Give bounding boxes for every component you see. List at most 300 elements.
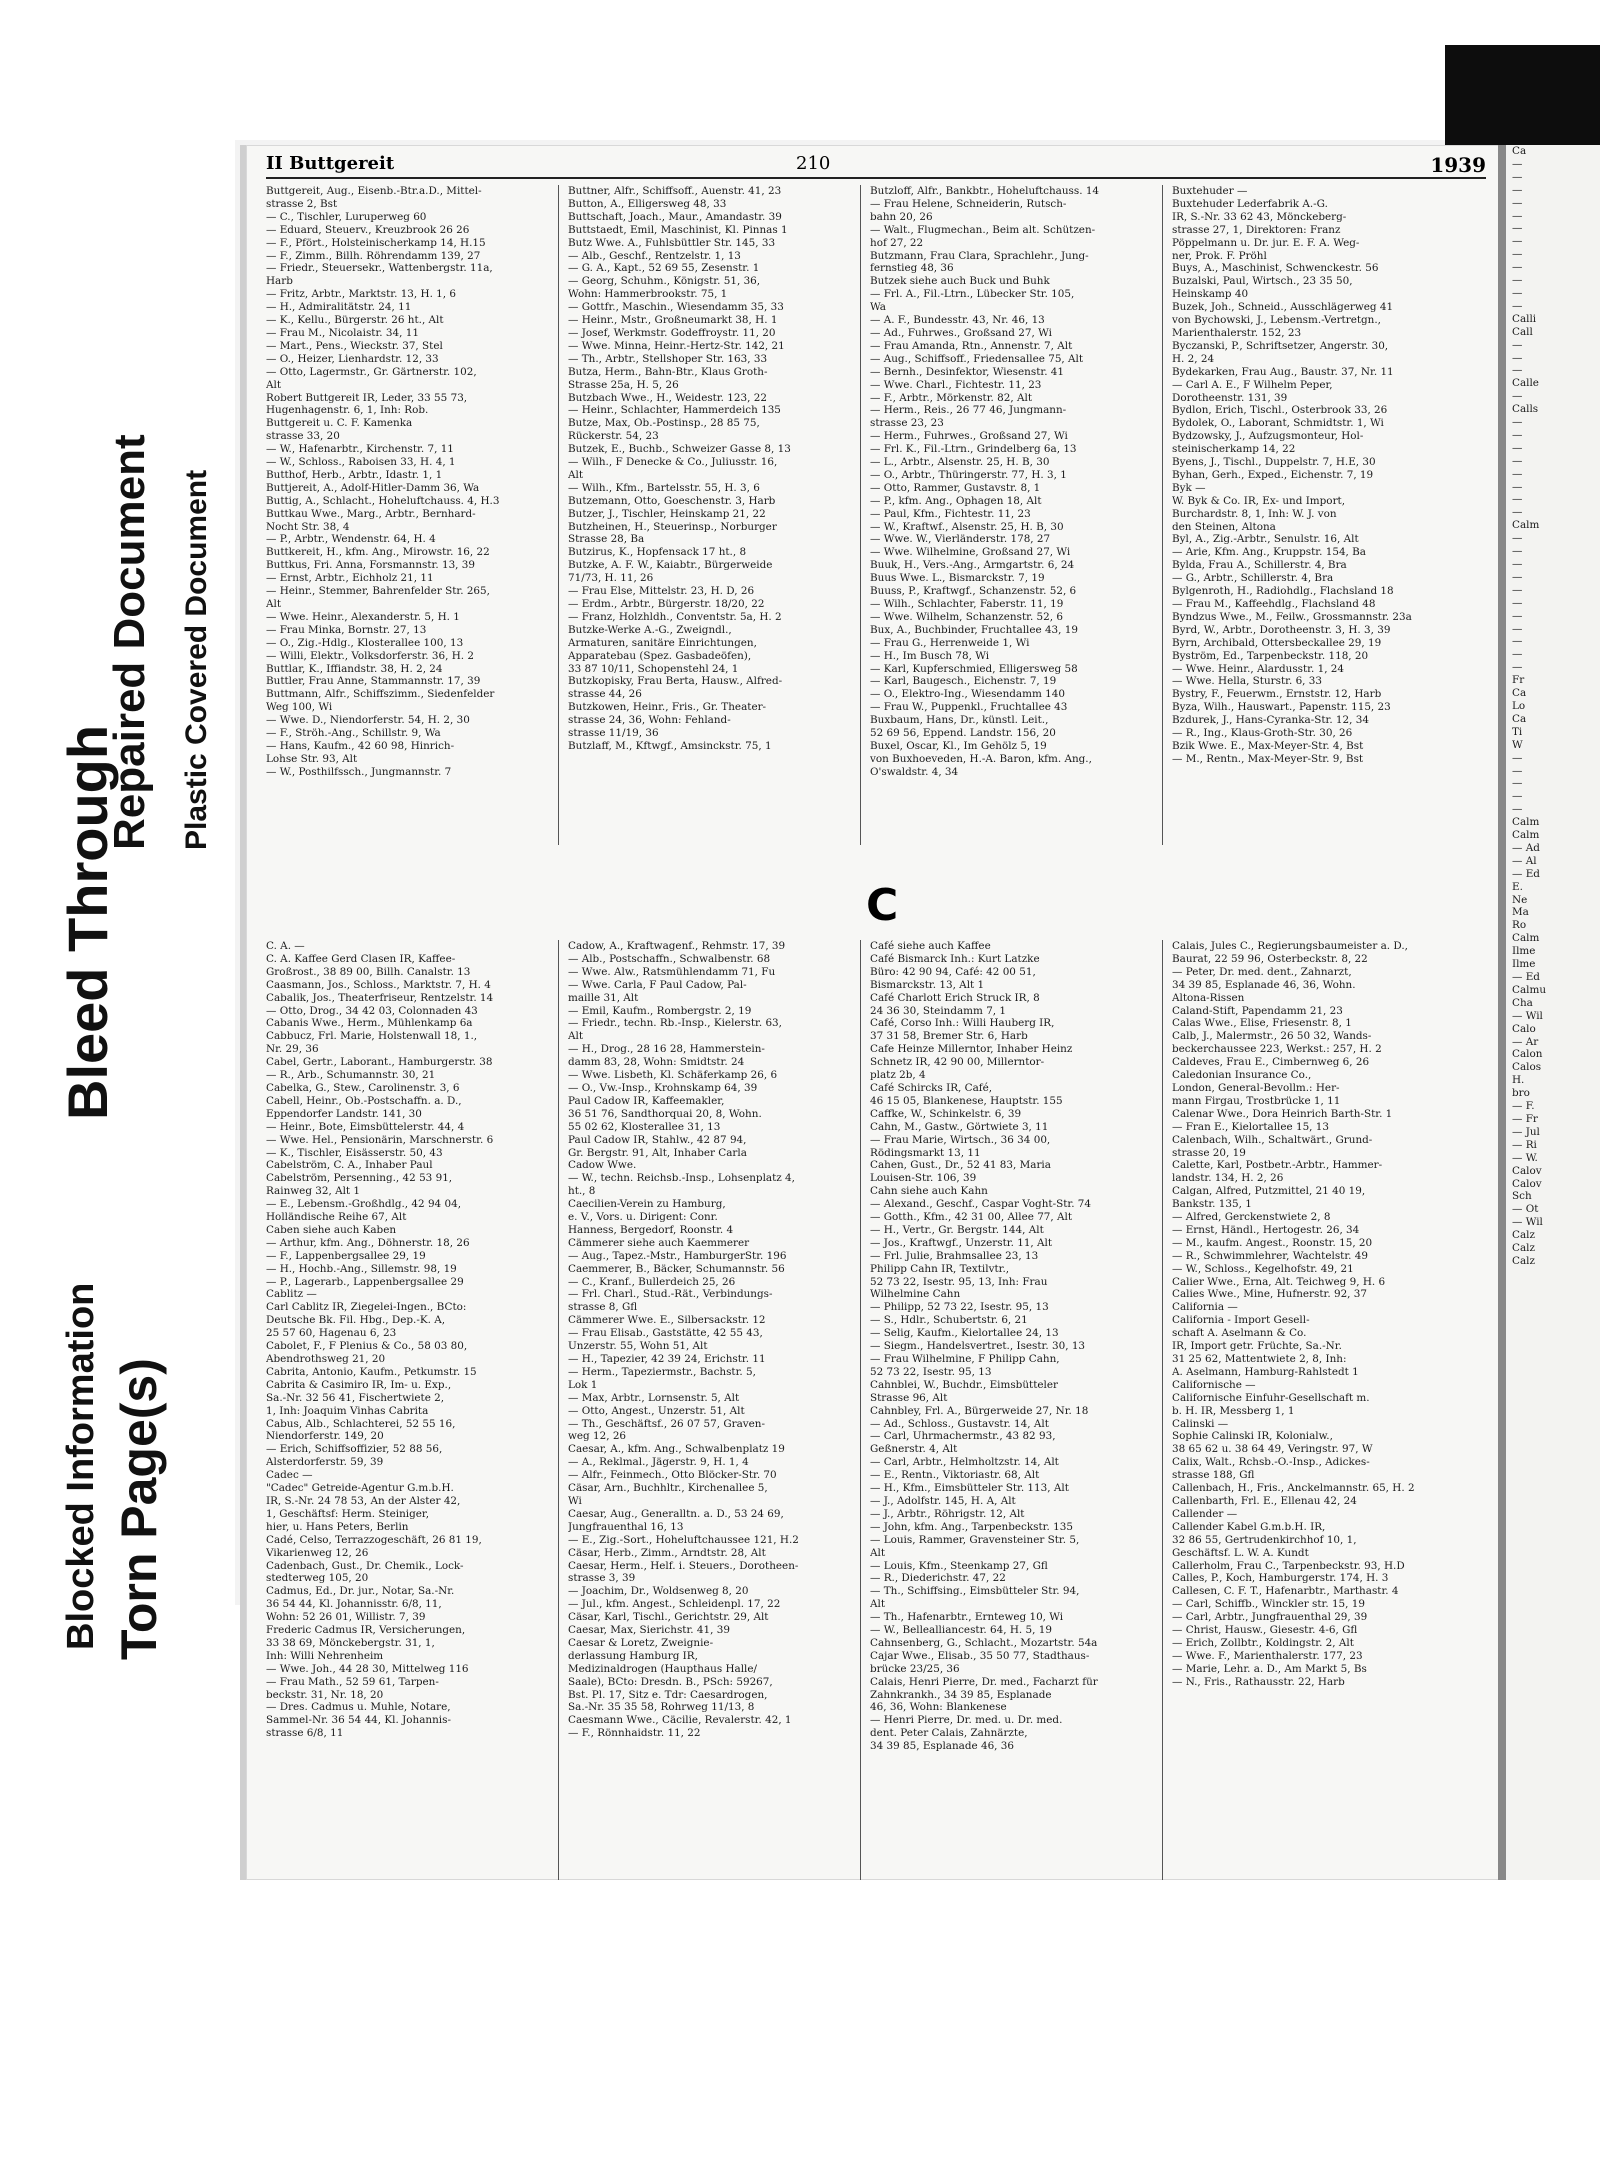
directory-entry-line: 34 39 85, Esplanade 46, 36 <box>870 1740 1015 1753</box>
directory-entry-line: — F., Pfört., Holsteinischerkamp 14, H.15 <box>266 236 486 249</box>
directory-entry-line: — Emil, Kaufm., Rombergstr. 2, 19 <box>568 1004 752 1017</box>
directory-entry-line: — Karl, Kupferschmied, Elligersweg 58 <box>870 662 1078 675</box>
facing-page-fragment: Calo <box>1512 1022 1536 1035</box>
directory-entry-line: Buxel, Oscar, Kl., Im Gehölz 5, 19 <box>870 739 1047 752</box>
directory-entry-line: Byrn, Archibald, Ottersbeckallee 29, 19 <box>1172 636 1382 649</box>
directory-entry-line: hier, u. Hans Peters, Berlin <box>266 1520 409 1533</box>
directory-entry-line: Butzer, J., Tischler, Heinskamp 21, 22 <box>568 507 766 520</box>
facing-page-fragment: — <box>1512 428 1523 441</box>
directory-entry-line: — Herm., Reis., 26 77 46, Jungmann- <box>870 404 1067 417</box>
facing-page-fragment: Sch <box>1512 1190 1532 1203</box>
facing-page-fragment: — Ar <box>1512 1035 1539 1048</box>
directory-entry-line: von Buxhoeveden, H.-A. Baron, kfm. Ang., <box>870 752 1092 765</box>
directory-entry-line: Paul Cadow IR, Kaffeemakler, <box>568 1094 725 1107</box>
facing-page-fragment: — <box>1512 480 1523 493</box>
directory-entry-line: Alt <box>568 468 584 481</box>
directory-entry-line: — Fritz, Arbtr., Marktstr. 13, H. 1, 6 <box>266 288 457 301</box>
directory-entry-line: Buxtehuder — <box>1172 185 1248 197</box>
directory-entry-line: — Paul, Kfm., Fichtestr. 11, 23 <box>870 507 1031 520</box>
directory-entry-line: Buttmann, Alfr., Schiffszimm., Siedenfelder <box>266 688 495 701</box>
directory-entry-line: Bydzowsky, J., Aufzugsmonteur, Hol- <box>1172 430 1364 443</box>
directory-entry-line: Buxtehuder Lederfabrik A.-G. <box>1172 197 1328 210</box>
torn-pages-label: Torn Page(s) <box>111 1358 167 1660</box>
directory-entry-line: Alt <box>266 598 282 610</box>
facing-page-fragment: Ma <box>1512 906 1529 919</box>
directory-entry-line: Buttkereit, H., kfm. Ang., Mirowstr. 16, 22 <box>266 546 490 559</box>
directory-entry-line: Bylgenroth, H., Radiohdlg., Flachsland 18 <box>1172 585 1394 598</box>
bottom-column-2 <box>568 940 850 1885</box>
directory-entry-line: 31 25 62, Mattentwiete 2, 8, Inh: <box>1172 1353 1347 1365</box>
directory-entry-line: Bystry, F., Feuerwm., Ernststr. 12, Harb <box>1172 688 1382 701</box>
directory-entry-line: Buttschaft, Joach., Maur., Amandastr. 39 <box>568 210 782 223</box>
directory-entry-line: — Heinr., Stemmer, Bahrenfelder Str. 265, <box>266 585 490 598</box>
directory-entry-line: — H., Admiralitätstr. 24, 11 <box>266 301 412 314</box>
facing-page-fragment: — <box>1512 441 1523 454</box>
directory-entry-line: Harb <box>266 275 293 288</box>
directory-entry-line: Butzkopisky, Frau Berta, Hausw., Alfred- <box>568 675 783 688</box>
directory-entry-line: Louisen-Str. 106, 39 <box>870 1172 977 1185</box>
directory-entry-line: b. H. IR, Messberg 1, 1 <box>1172 1404 1295 1417</box>
directory-entry-line: — F., Lappenbergsallee 29, 19 <box>266 1249 426 1262</box>
directory-entry-line: Butzke, A. F. W., Kaiabtr., Bürgerweide <box>568 559 773 572</box>
directory-entry-line: Buttgereit u. C. F. Kamenka <box>266 417 413 430</box>
facing-page-fragment: — <box>1512 274 1523 287</box>
directory-entry-line: Unzerstr. 55, Wohn 51, Alt <box>568 1340 708 1353</box>
directory-entry-line: 55 02 62, Klosterallee 31, 13 <box>568 1120 721 1133</box>
directory-entry-line: — Carl, Uhrmachermstr., 43 82 93, <box>870 1430 1056 1443</box>
directory-entry-line: Bankstr. 135, 1 <box>1172 1198 1252 1211</box>
directory-entry-line: Calles, P., Koch, Hamburgerstr. 174, H. 3 <box>1172 1572 1389 1585</box>
directory-entry-line: — P., Lagerarb., Lappenbergsallee 29 <box>266 1275 464 1288</box>
directory-entry-line: Armaturen, sanitäre Einrichtungen, <box>568 636 757 649</box>
directory-entry-line: Cabanis Wwe., Herm., Mühlenkamp 6a <box>266 1017 473 1030</box>
directory-entry-line: Byström, Ed., Tarpenbeckstr. 118, 20 <box>1172 649 1369 662</box>
directory-entry-line: — Gottfr., Maschin., Wiesendamm 35, 33 <box>568 301 784 314</box>
directory-entry-line: Butza, Herm., Bahn-Btr., Klaus Groth- <box>568 365 768 378</box>
facing-page-fragment: Calov <box>1512 1177 1542 1190</box>
directory-entry-line: Butzirus, K., Hopfensack 17 ht., 8 <box>568 546 747 559</box>
directory-entry-line: Holländische Reihe 67, Alt <box>266 1211 407 1224</box>
directory-entry-line: — Wwe. Hella, Sturstr. 6, 33 <box>1172 675 1323 688</box>
running-head: II Buttgereit <box>266 153 395 174</box>
directory-entry-line: Calas Wwe., Elise, Friesenstr. 8, 1 <box>1172 1017 1352 1030</box>
facing-page-fragment: E. <box>1512 880 1523 893</box>
directory-entry-line: — Friedr., techn. Rb.-Insp., Kielerstr. 63, <box>568 1017 782 1030</box>
directory-entry-line: — F., Rönnhaidstr. 11, 22 <box>568 1727 701 1740</box>
directory-entry-line: Frederic Cadmus IR, Versicherungen, <box>266 1624 466 1637</box>
directory-entry-line: strasse 6/8, 11 <box>266 1727 344 1740</box>
directory-entry-line: beckerchaussee 223, Werkst.: 257, H. 2 <box>1172 1043 1382 1056</box>
directory-entry-line: — Ernst, Händl., Hertogestr. 26, 34 <box>1172 1223 1360 1236</box>
directory-entry-line: Cabrita & Casimiro IR, Im- u. Exp., <box>266 1378 452 1391</box>
directory-entry-line: Butzheinen, H., Steuerinsp., Norburger <box>568 520 777 533</box>
facing-page-fragment: — <box>1512 467 1523 480</box>
directory-entry-line: Bzdurek, J., Hans-Cyranka-Str. 12, 34 <box>1172 714 1369 727</box>
directory-entry-line: Butzbach Wwe., H., Weidestr. 123, 22 <box>568 391 767 404</box>
directory-entry-line: — Peter, Dr. med. dent., Zahnarzt, <box>1172 965 1352 978</box>
directory-entry-line: strasse 24, 36, Wohn: Fehland- <box>568 714 731 727</box>
directory-entry-line: Cablitz — <box>266 1288 317 1301</box>
directory-entry-line: Buttgereit, Aug., Eisenb.-Btr.a.D., Mittel- <box>266 185 482 197</box>
directory-entry-line: ht., 8 <box>568 1185 596 1198</box>
directory-entry-line: Alt <box>870 1546 886 1559</box>
facing-page-fragment: — Ed <box>1512 867 1540 880</box>
directory-entry-line: — E., Lebensm.-Großhdlg., 42 94 04, <box>266 1198 461 1211</box>
directory-entry-line: — Marie, Lehr. a. D., Am Markt 5, Bs <box>1172 1662 1367 1675</box>
scan-top-margin <box>235 45 1600 140</box>
facing-page-fragment: — Wil <box>1512 1009 1543 1022</box>
bottom-column-3 <box>870 940 1152 1885</box>
directory-entry-line: — H., Kfm., Eimsbütteler Str. 113, Alt <box>870 1482 1069 1495</box>
directory-entry-line: — Philipp, 52 73 22, Isestr. 95, 13 <box>870 1301 1049 1314</box>
directory-entry-line: — G., Arbtr., Schillerstr. 4, Bra <box>1172 572 1334 585</box>
directory-entry-line: Alsterdorferstr. 59, 39 <box>266 1456 384 1469</box>
directory-entry-line: strasse 8, Gfl <box>568 1301 638 1314</box>
directory-entry-line: derlassung Hamburg IR, <box>568 1649 698 1662</box>
directory-entry-line: — R., Arb., Schumannstr. 30, 21 <box>266 1069 436 1082</box>
page-header <box>266 153 1486 179</box>
facing-page-fragment: Cha <box>1512 996 1533 1009</box>
directory-entry-line: — Jos., Kraftwgf., Unzerstr. 11, Alt <box>870 1236 1053 1249</box>
directory-entry-line: strasse 33, 20 <box>266 430 340 443</box>
facing-page-fragment: — <box>1512 777 1523 790</box>
directory-entry-line: Weg 100, Wi <box>266 701 333 714</box>
directory-entry-line: Calier Wwe., Erna, Alt. Teichweg 9, H. 6 <box>1172 1275 1386 1288</box>
directory-entry-line: — Louis, Kfm., Steenkamp 27, Gfl <box>870 1559 1048 1572</box>
directory-entry-line: Caben siehe auch Kaben <box>266 1223 397 1236</box>
directory-entry-line: Niendorferstr. 149, 20 <box>266 1430 384 1443</box>
facing-page-fragment: Calz <box>1512 1242 1535 1255</box>
directory-entry-line: Bylda, Frau A., Schillerstr. 4, Bra <box>1172 559 1347 572</box>
facing-page-fragment: — <box>1512 583 1523 596</box>
directory-entry-line: Café siehe auch Kaffee <box>870 940 991 952</box>
directory-entry-line: hof 27, 22 <box>870 236 924 249</box>
book-gutter <box>1498 145 1506 1880</box>
directory-entry-line: — Heinr., Schlachter, Hammerdeich 135 <box>568 404 781 417</box>
directory-entry-line: Hugenhagenstr. 6, 1, Inh: Rob. <box>266 404 429 417</box>
facing-page-fragment: Ca <box>1512 145 1527 157</box>
facing-page-fragment: — <box>1512 570 1523 583</box>
directory-entry-line: Cabbucz, Frl. Marie, Holstenwall 18, 1., <box>266 1030 478 1043</box>
directory-entry-line: — Erich, Schiffsoffizier, 52 88 56, <box>266 1443 443 1456</box>
directory-entry-line: Abendrothsweg 21, 20 <box>266 1353 386 1365</box>
directory-entry-line: — F., Ströh.-Ang., Schillstr. 9, Wa <box>266 727 441 740</box>
directory-entry-line: Butze, Max, Ob.-Postinsp., 28 85 75, <box>568 417 760 430</box>
directory-entry-line: Calinski — <box>1172 1417 1229 1430</box>
directory-entry-line: — Willi, Elektr., Volksdorferstr. 36, H. 2 <box>266 649 474 662</box>
directory-entry-line: 36 54 44, Kl. Johannisstr. 6/8, 11, <box>266 1598 442 1611</box>
directory-entry-line: — P., Arbtr., Wendenstr. 64, H. 4 <box>266 533 436 546</box>
directory-entry-line: Caesar, A., kfm. Ang., Schwalbenplatz 19 <box>568 1443 785 1456</box>
facing-page-fragment: Calle <box>1512 377 1539 390</box>
directory-entry-line: — Wilh., F Denecke & Co., Juliusstr. 16, <box>568 456 778 469</box>
facing-page-fragment: — F. <box>1512 1100 1535 1113</box>
facing-page-fragment: — <box>1512 261 1523 274</box>
facing-page-fragment: Ti <box>1512 725 1523 738</box>
directory-entry-line: Byrd, W., Arbtr., Dorotheenstr. 3, H. 3, 39 <box>1172 623 1391 636</box>
directory-entry-line: — Wwe. Lisbeth, Kl. Schäferkamp 26, 6 <box>568 1069 778 1082</box>
directory-entry-line: — E., Rentn., Viktoriastr. 68, Alt <box>870 1469 1040 1482</box>
directory-entry-line: — Siegm., Handelsvertret., Isestr. 30, 13 <box>870 1340 1086 1353</box>
directory-entry-line: — Frau Amanda, Rtn., Annenstr. 7, Alt <box>870 339 1073 352</box>
directory-entry-line: — Wwe. Joh., 44 28 30, Mittelweg 116 <box>266 1662 469 1675</box>
directory-entry-line: — Friedr., Steuersekr., Wattenbergstr. 11a, <box>266 262 493 275</box>
directory-entry-line: Sa.-Nr. 35 35 58, Rohrweg 11/13, 8 <box>568 1701 755 1714</box>
directory-entry-line: Inh: Willi Nehrenheim <box>266 1649 384 1662</box>
directory-entry-line: Caesar, Max, Sierichstr. 41, 39 <box>568 1624 730 1637</box>
directory-entry-line: — Eduard, Steuerv., Kreuzbrook 26 26 <box>266 223 470 236</box>
directory-entry-line: Lok 1 <box>568 1378 598 1391</box>
facing-page-fragment: — Ot <box>1512 1203 1539 1216</box>
directory-entry-line: Philipp Cahn IR, Textilvtr., <box>870 1262 1010 1275</box>
directory-entry-line: — Josef, Werkmstr. Godeffroystr. 11, 20 <box>568 326 776 339</box>
facing-page-fragment: Calm <box>1512 816 1540 829</box>
directory-entry-line: Buttig, A., Schlacht., Hoheluftchauss. 4, H.3 <box>266 494 500 507</box>
directory-entry-line: — R., Diederichstr. 47, 22 <box>870 1572 1006 1585</box>
directory-entry-line: Byndzus Wwe., M., Feilw., Grossmannstr. 23a <box>1172 610 1412 623</box>
directory-entry-line: — Th., Geschäftsf., 26 07 57, Graven- <box>568 1417 766 1430</box>
directory-entry-line: — E., Zig.-Sort., Hoheluftchaussee 121, H.2 <box>568 1533 799 1546</box>
facing-page-fragment: — <box>1512 790 1523 803</box>
facing-page-fragment: — <box>1512 286 1523 299</box>
directory-entry-line: Buttner, Alfr., Schiffsoff., Auenstr. 41, 23 <box>568 185 782 197</box>
directory-entry-line: W. Byk & Co. IR, Ex- und Import, <box>1172 494 1346 507</box>
directory-entry-line: IR, S.-Nr. 33 62 43, Mönckeberg- <box>1172 210 1347 223</box>
facing-page-fragment: — <box>1512 235 1523 248</box>
directory-entry-line: Pöppelmann u. Dr. jur. E. F. A. Weg- <box>1172 236 1360 249</box>
directory-entry-line: Medizinaldrogen (Haupthaus Halle/ <box>568 1662 758 1675</box>
directory-entry-line: California - Import Gesell- <box>1172 1314 1310 1327</box>
column-rule <box>860 940 861 1880</box>
directory-entry-line: Callesen, C. F. T., Hafenarbtr., Marthastr. 4 <box>1172 1585 1399 1598</box>
directory-entry-line: 46 15 05, Blankenese, Hauptstr. 155 <box>870 1094 1063 1107</box>
directory-entry-line: — Frau G., Herrenweide 1, Wi <box>870 636 1030 649</box>
directory-entry-line: "Cadec" Getreide-Agentur G.m.b.H. <box>266 1482 454 1495</box>
directory-entry-line: — Bernh., Desinfektor, Wiesenstr. 41 <box>870 365 1065 378</box>
directory-entry-line: Altona-Rissen <box>1172 991 1245 1004</box>
directory-entry-line: — Max, Arbtr., Lornsenstr. 5, Alt <box>568 1391 740 1404</box>
directory-entry-line: Eppendorfer Landstr. 141, 30 <box>266 1107 422 1120</box>
directory-entry-line: strasse 44, 26 <box>568 688 642 701</box>
directory-entry-line: O'swaldstr. 4, 34 <box>870 765 959 778</box>
facing-page-fragment: — <box>1512 661 1523 674</box>
directory-entry-line: steinischerkamp 14, 22 <box>1172 443 1296 456</box>
bleed-through-label: Bleed Through <box>56 724 119 1120</box>
directory-entry-line: strasse 27, 1, Direktoren: Franz <box>1172 223 1341 236</box>
facing-page-fragment: — Ed <box>1512 971 1540 983</box>
plastic-covered-document-label: Plastic Covered Document <box>180 469 213 850</box>
directory-entry-line: — Dres. Cadmus u. Muhle, Notare, <box>266 1701 451 1714</box>
directory-entry-line: — Wwe. Charl., Fichtestr. 11, 23 <box>870 378 1042 391</box>
facing-page-fragment: — Fr <box>1512 1112 1538 1125</box>
condition-labels <box>56 170 260 1660</box>
directory-entry-line: — Wilh., Kfm., Bartelsstr. 55, H. 3, 6 <box>568 481 760 494</box>
directory-entry-line: Bismarckstr. 13, Alt 1 <box>870 978 985 991</box>
facing-page-fragment: — <box>1512 764 1523 777</box>
facing-page-fragment: — <box>1512 183 1523 196</box>
directory-entry-line: Wa <box>870 301 886 314</box>
directory-entry-line: Cabelström, C. A., Inhaber Paul <box>266 1159 433 1172</box>
directory-entry-line: 1, Inh: Joaquim Vinhas Cabrita <box>266 1404 429 1417</box>
directory-entry-line: — M., Rentn., Max-Meyer-Str. 9, Bst <box>1172 752 1364 765</box>
directory-entry-line: Wohn: Hammerbrookstr. 75, 1 <box>568 288 728 301</box>
directory-entry-line: — Arthur, kfm. Ang., Döhnerstr. 18, 26 <box>266 1236 470 1249</box>
directory-entry-line: — Franz, Holzhldh., Conventstr. 5a, H. 2 <box>568 610 782 623</box>
directory-entry-line: Calies Wwe., Mine, Hufnerstr. 92, 37 <box>1172 1288 1368 1301</box>
directory-entry-line: — Henri Pierre, Dr. med. u. Dr. med. <box>870 1714 1063 1727</box>
directory-entry-line: Bydolek, O., Laborant, Schmidtstr. 1, Wi <box>1172 417 1384 430</box>
directory-entry-line: Caesar & Loretz, Zweignie- <box>568 1636 714 1649</box>
directory-entry-line: — W., Schloss., Raboisen 33, H. 4, 1 <box>266 456 456 469</box>
blocked-information-label: Blocked Information <box>60 1282 102 1650</box>
facing-page-fragment: — <box>1512 609 1523 622</box>
column-rule <box>860 185 861 845</box>
directory-entry-line: Calgan, Alfred, Putzmittel, 21 40 19, <box>1172 1185 1366 1198</box>
directory-entry-line: Alt <box>266 378 282 391</box>
directory-entry-line: — Ad., Schloss., Gustavstr. 14, Alt <box>870 1417 1049 1430</box>
directory-entry-line: Byens, J., Tischl., Duppelstr. 7, H.E, 30 <box>1172 456 1376 469</box>
directory-entry-line: — K., Kellu., Bürgerstr. 26 ht., Alt <box>266 314 444 327</box>
directory-entry-line: H. 2, 24 <box>1172 352 1215 365</box>
column-rule <box>558 185 559 845</box>
directory-entry-line: Sammel-Nr. 36 54 44, Kl. Johannis- <box>266 1714 451 1727</box>
facing-page-fragment: Calov <box>1512 1164 1542 1177</box>
directory-entry-line: A. Aselmann, Hamburg-Rahlstedt 1 <box>1172 1365 1359 1378</box>
facing-page-fragment: — <box>1512 506 1523 519</box>
directory-entry-line: 33 38 69, Mönckebergstr. 31, 1, <box>266 1636 435 1649</box>
facing-page-fragment: Ca <box>1512 712 1527 725</box>
directory-entry-line: Byl, A., Zig.-Arbtr., Senulstr. 16, Alt <box>1172 533 1359 546</box>
directory-entry-line: — Wwe. F., Marienthalerstr. 177, 23 <box>1172 1649 1363 1662</box>
directory-entry-line: — Karl, Baugesch., Eichenstr. 7, 19 <box>870 675 1057 688</box>
directory-entry-line: 71/73, H. 11, 26 <box>568 572 654 585</box>
directory-entry-line: Geßnerstr. 4, Alt <box>870 1443 958 1456</box>
directory-entry-line: Schnetz IR, 42 90 00, Millerntor- <box>870 1056 1045 1069</box>
directory-entry-line: — Frl. K., Fil.-Ltrn., Grindelberg 6a, 13 <box>870 443 1077 456</box>
directory-entry-line: — W., Posthilfssch., Jungmannstr. 7 <box>266 765 452 778</box>
top-column-3 <box>870 185 1152 845</box>
directory-entry-line: Buttjereit, A., Adolf-Hitler-Damm 36, Wa <box>266 481 480 494</box>
directory-entry-line: strasse 2, Bst <box>266 197 338 210</box>
directory-entry-line: — F., Arbtr., Mörkenstr. 82, Alt <box>870 391 1032 404</box>
directory-entry-line: — Frau M., Kaffeehdlg., Flachsland 48 <box>1172 598 1376 610</box>
directory-entry-line: 46, 36, Wohn: Blankenese <box>870 1701 1007 1714</box>
facing-page-fragment: — <box>1512 170 1523 183</box>
directory-entry-line: 37 31 58, Bremer Str. 6, Harb <box>870 1030 1028 1043</box>
directory-entry-line: — H., Hochb.-Ang., Sillemstr. 98, 19 <box>266 1262 457 1275</box>
directory-entry-line: Caesar, Herm., Helf. i. Steuers., Dorotheen- <box>568 1559 799 1572</box>
directory-entry-line: Cahen, Gust., Dr., 52 41 83, Maria <box>870 1159 1051 1172</box>
directory-entry-line: maille 31, Alt <box>568 991 639 1004</box>
directory-entry-line: — Frl. Julie, Brahmsallee 23, 13 <box>870 1249 1039 1262</box>
directory-entry-line: — N., Fris., Rathausstr. 22, Harb <box>1172 1675 1345 1688</box>
directory-entry-line: — Heinr., Bote, Eimsbüttelerstr. 44, 4 <box>266 1120 465 1133</box>
directory-entry-line: — H., Im Busch 78, Wi <box>870 649 990 662</box>
facing-page-fragment: — <box>1512 209 1523 222</box>
directory-entry-line: fernstieg 48, 36 <box>870 262 954 275</box>
directory-entry-line: Cämmerer siehe auch Kaemmerer <box>568 1236 750 1249</box>
facing-page-fragment: Calz <box>1512 1254 1535 1267</box>
directory-entry-line: — R., Schwimmlehrer, Wachtelstr. 49 <box>1172 1249 1368 1262</box>
directory-entry-line: Byhan, Gerh., Exped., Eichenstr. 7, 19 <box>1172 468 1374 481</box>
directory-entry-line: Geschäftsf. L. W. A. Kundt <box>1172 1546 1309 1559</box>
facing-page-fragment: — <box>1512 635 1523 648</box>
directory-entry-line: den Steinen, Altona <box>1172 520 1276 533</box>
directory-entry-line: Jungfrauenthal 16, 13 <box>568 1520 684 1533</box>
facing-page-fragment: — <box>1512 454 1523 467</box>
directory-entry-line: — Carl, Arbtr., Jungfrauenthal 29, 39 <box>1172 1611 1368 1624</box>
directory-entry-line: 34 39 85, Esplanade 46, 36, Wohn. <box>1172 978 1356 991</box>
directory-entry-line: — Wwe. D., Niendorferstr. 54, H. 2, 30 <box>266 714 470 727</box>
directory-entry-line: — O., Arbtr., Thüringerstr. 77, H. 3, 1 <box>870 468 1067 481</box>
facing-page-fragment: — <box>1512 803 1523 816</box>
directory-entry-line: — Carl A. E., F Wilhelm Peper, <box>1172 378 1333 391</box>
directory-entry-line: Cadé, Celso, Terrazzogeschäft, 26 81 19, <box>266 1533 482 1546</box>
directory-entry-line: — W., Bellealliancestr. 64, H. 5, 19 <box>870 1624 1052 1637</box>
directory-entry-line: Butzloff, Alfr., Bankbtr., Hoheluftchauss. 14 <box>870 185 1100 197</box>
directory-entry-line: — A., Reklmal., Jägerstr. 9, H. 1, 4 <box>568 1456 749 1469</box>
directory-entry-line: Caesar, Aug., Generalltn. a. D., 53 24 69, <box>568 1507 784 1520</box>
directory-entry-line: — C., Tischler, Luruperweg 60 <box>266 210 427 223</box>
directory-entry-line: IR, Import getr. Früchte, Sa.-Nr. <box>1172 1340 1342 1353</box>
facing-page-fragment: Ro <box>1512 919 1527 932</box>
directory-entry-line: dent. Peter Calais, Zahnärzte, <box>870 1727 1028 1740</box>
directory-entry-line: — Wwe. Heinr., Alexanderstr. 5, H. 1 <box>266 610 460 623</box>
directory-entry-line: Rainweg 32, Alt 1 <box>266 1185 361 1198</box>
facing-page-fragment: Calmu <box>1512 983 1547 996</box>
directory-entry-line: — Hans, Kaufm., 42 60 98, Hinrich- <box>266 739 455 752</box>
facing-page-fragment: Calm <box>1512 829 1540 842</box>
directory-entry-line: Buzek, Joh., Schneid., Ausschlägerweg 41 <box>1172 301 1394 314</box>
directory-entry-line: e. V., Vors. u. Dirigent: Conr. <box>568 1211 718 1224</box>
facing-page-fragment: Ilme <box>1512 958 1536 971</box>
directory-entry-line: strasse 20, 19 <box>1172 1146 1246 1159</box>
directory-entry-line: 52 73 22, Isestr. 95, 13 <box>870 1365 992 1378</box>
directory-entry-line: 52 73 22, Isestr. 95, 13, Inh: Frau <box>870 1275 1048 1288</box>
year-label: 1939 <box>1430 153 1486 177</box>
directory-entry-line: — O., Vw.-Insp., Krohnskamp 64, 39 <box>568 1081 758 1094</box>
directory-entry-line: — Frau Wilhelmine, F Philipp Cahn, <box>870 1353 1060 1365</box>
directory-entry-line: Calenar Wwe., Dora Heinrich Barth-Str. 1 <box>1172 1107 1393 1120</box>
directory-entry-line: — Otto, Angest., Unzerstr. 51, Alt <box>568 1404 745 1417</box>
directory-entry-line: — Otto, Drog., 34 42 03, Colonnaden 43 <box>266 1004 478 1017</box>
directory-entry-line: Rückerstr. 54, 23 <box>568 430 659 443</box>
directory-entry-line: 33 87 10/11, Schopenstehl 24, 1 <box>568 662 739 675</box>
directory-entry-line: — Frau Math., 52 59 61, Tarpen- <box>266 1675 439 1688</box>
facing-page-fragment: — <box>1512 364 1523 377</box>
directory-entry-line: — Gotth., Kfm., 42 31 00, Allee 77, Alt <box>870 1211 1073 1224</box>
directory-entry-line: Nr. 29, 36 <box>266 1043 319 1056</box>
directory-entry-line: Butz Wwe. A., Fuhlsbüttler Str. 145, 33 <box>568 236 776 249</box>
directory-entry-line: — H., Drog., 28 16 28, Hammerstein- <box>568 1043 765 1056</box>
facing-page-fragment: — <box>1512 416 1523 429</box>
bottom-column-4 <box>1172 940 1454 1885</box>
directory-entry-line: Caland-Stift, Papendamm 21, 23 <box>1172 1004 1343 1017</box>
directory-entry-line: Callerholm, Frau C., Tarpenbeckstr. 93, H.D <box>1172 1559 1405 1572</box>
directory-entry-line: Bydekarken, Frau Aug., Baustr. 37, Nr. 11 <box>1172 365 1394 378</box>
directory-entry-line: Cahnsenberg, G., Schlacht., Mozartstr. 54a <box>870 1636 1098 1649</box>
directory-entry-line: Zahnkrankh., 34 39 85, Esplanade <box>870 1688 1052 1701</box>
directory-entry-line: — John, kfm. Ang., Tarpenbeckstr. 135 <box>870 1520 1073 1533</box>
facing-page-fragment: — Ad <box>1512 841 1540 854</box>
directory-entry-line: Wohn: 52 26 01, Willistr. 7, 39 <box>266 1611 426 1624</box>
directory-entry-line: Cahn, M., Gastw., Görtwiete 3, 11 <box>870 1120 1049 1133</box>
page-number: 210 <box>796 153 831 174</box>
facing-page-fragment: — Al <box>1512 854 1537 867</box>
directory-entry-line: Butzemann, Otto, Goeschenstr. 3, Harb <box>568 494 776 507</box>
directory-entry-line: — Joachim, Dr., Woldsenweg 8, 20 <box>568 1585 749 1598</box>
directory-entry-line: Deutsche Bk. Fil. Hbg., Dep.-K. A, <box>266 1314 446 1327</box>
